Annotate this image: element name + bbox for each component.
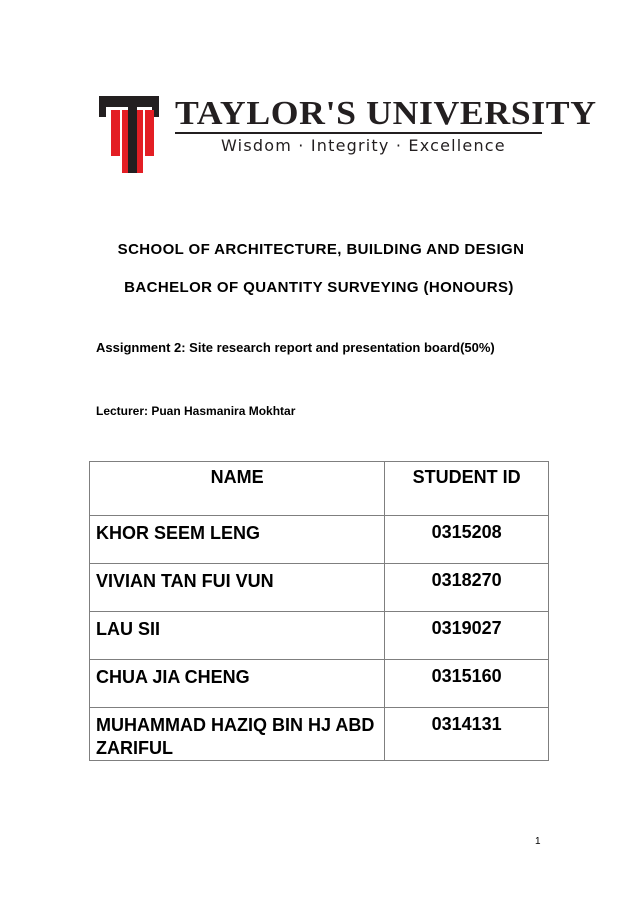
university-motto: Wisdom · Integrity · Excellence xyxy=(221,136,506,155)
taylors-crest-icon xyxy=(99,96,165,174)
table-row xyxy=(90,708,549,761)
student-id-cell: 0314131 xyxy=(385,708,549,761)
student-name-cell: VIVIAN TAN FUI VUN xyxy=(90,564,385,612)
student-table xyxy=(89,461,549,761)
programme-heading: BACHELOR OF QUANTITY SURVEYING (HONOURS) xyxy=(124,279,514,296)
logo-divider xyxy=(175,132,542,134)
assignment-title: Assignment 2: Site research report and presentation board(50%) xyxy=(96,340,495,355)
school-heading: SCHOOL OF ARCHITECTURE, BUILDING AND DESIGN xyxy=(117,241,525,258)
student-name-cell: LAU SII xyxy=(90,612,385,660)
table-row xyxy=(90,612,549,660)
student-id-cell: 0315160 xyxy=(385,660,549,708)
table-row xyxy=(90,516,549,564)
student-name-cell: CHUA JIA CHENG xyxy=(90,660,385,708)
student-id-cell: 0315208 xyxy=(385,516,549,564)
student-id-column-header: STUDENT ID xyxy=(385,462,549,516)
student-id-cell: 0318270 xyxy=(385,564,549,612)
name-column-header: NAME xyxy=(90,462,385,516)
university-name: TAYLOR'S UNIVERSITY xyxy=(175,95,597,132)
table-row xyxy=(90,660,549,708)
table-header-row xyxy=(90,462,549,516)
table-row xyxy=(90,564,549,612)
student-name-cell: KHOR SEEM LENG xyxy=(90,516,385,564)
student-name-cell: MUHAMMAD HAZIQ BIN HJ ABD ZARIFUL xyxy=(90,708,385,761)
page-number: 1 xyxy=(535,836,541,847)
lecturer-line: Lecturer: Puan Hasmanira Mokhtar xyxy=(96,404,296,418)
student-id-cell: 0319027 xyxy=(385,612,549,660)
university-logo xyxy=(99,95,597,174)
